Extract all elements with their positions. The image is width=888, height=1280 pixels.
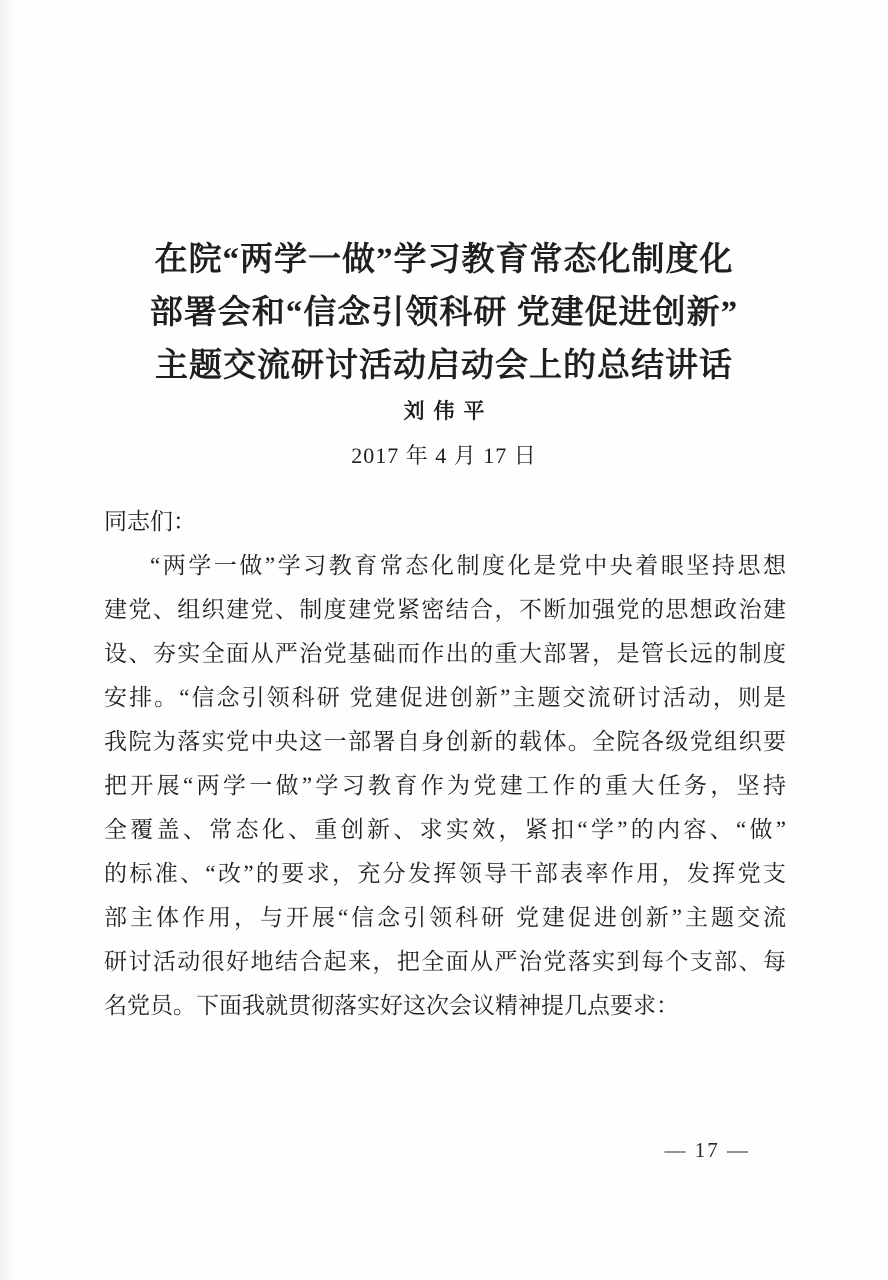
salutation: 同志们： [104,509,196,534]
document-title [0,234,888,393]
paragraph-line: 安排。“信念引领科研 党建促进创新”主题交流研讨活动，则是 [104,685,786,710]
title-line-2: 部署会和“信念引领科研 党建促进创新” [149,295,739,331]
paragraph-line: 设、夯实全面从严治党基础而作出的重大部署，是管长远的制度 [104,641,786,666]
title-line-3: 主题交流研讨活动启动会上的总结讲话 [155,348,733,384]
scan-edge-shading [0,0,14,1280]
paragraph-line: 全覆盖、常态化、重创新、求实效，紧扣“学”的内容、“做” [104,817,786,842]
paragraph-line: 把开展“两学一做”学习教育作为党建工作的重大任务，坚持 [104,773,786,798]
paragraph-line: 的标准、“改”的要求，充分发挥领导干部表率作用，发挥党支 [104,861,786,886]
paragraph-line: “两学一做”学习教育常态化制度化是党中央着眼坚持思想 [150,553,786,578]
paragraph-line: 名党员。下面我就贯彻落实好这次会议精神提几点要求： [104,993,679,1018]
author-name: 刘伟平 [403,399,494,423]
paragraph-line: 我院为落实党中央这一部署自身创新的载体。全院各级党组织要 [104,729,786,754]
page-number: — 17 — [664,1138,750,1162]
paragraph-line: 建党、组织建党、制度建党紧密结合，不断加强党的思想政治建 [104,597,786,622]
document-date: 2017 年 4 月 17 日 [351,443,537,468]
paragraph-line: 研讨活动很好地结合起来，把全面从严治党落实到每个支部、每 [104,949,786,974]
speech-body [104,500,786,1028]
title-line-1: 在院“两学一做”学习教育常态化制度化 [154,242,734,278]
paragraph-line: 部主体作用，与开展“信念引领科研 党建促进创新”主题交流 [104,905,786,930]
